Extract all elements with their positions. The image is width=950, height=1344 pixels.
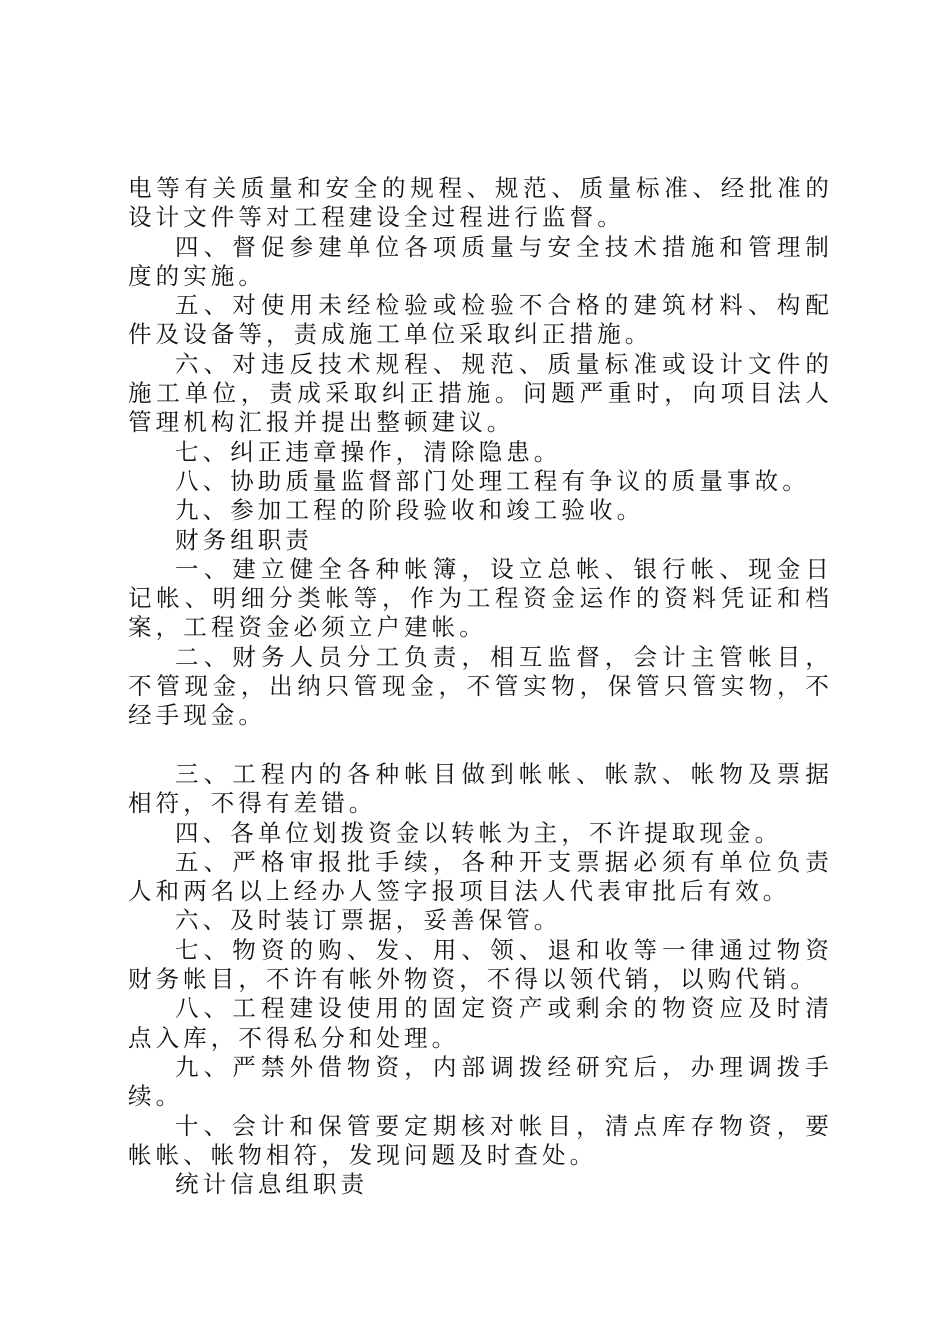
paragraph-item-9: 九、参加工程的阶段验收和竣工验收。 [175,496,645,525]
section-heading-statistics: 统计信息组职责 [175,1170,369,1199]
finance-item-7: 七、物资的购、发、用、领、退和收等一律通过物资财务帐目，不许有帐外物资，不得以领代销，以购代销。 [128,935,833,994]
paragraph-continued: 电等有关质量和安全的规程、规范、质量标准、经批准的设计文件等对工程建设全过程进行监督。 [128,174,833,232]
finance-item-2: 二、财务人员分工负责，相互监督，会计主管帐目，不管现金，出纳只管现金，不管实物，保管只管实物，不经手现金。 [128,642,833,730]
finance-item-8: 八、工程建设使用的固定资产或剩余的物资应及时清点入库，不得私分和处理。 [128,994,833,1052]
section-heading-finance: 财务组职责 [175,525,313,554]
document-body [128,174,833,1199]
finance-item-1: 一、建立健全各种帐簿，设立总帐、银行帐、现金日记帐、明细分类帐等，作为工程资金运作的资料凭证和档案，工程资金必须立户建帐。 [128,554,833,642]
paragraph-item-7: 七、纠正违章操作，清除隐患。 [175,437,562,466]
finance-item-4: 四、各单位划拨资金以转帐为主，不许提取现金。 [175,818,783,847]
finance-item-6: 六、及时装订票据，妥善保管。 [175,906,562,935]
finance-item-5: 五、严格审报批手续，各种开支票据必须有单位负责人和两名以上经办人签字报项目法人代表审批后有效。 [128,847,833,906]
finance-item-3: 三、工程内的各种帐目做到帐帐、帐款、帐物及票据相符，不得有差错。 [128,759,833,818]
finance-item-10: 十、会计和保管要定期核对帐目，清点库存物资，要帐帐、帐物相符，发现问题及时查处。 [128,1111,833,1169]
paragraph-item-8: 八、协助质量监督部门处理工程有争议的质量事故。 [175,466,810,495]
finance-item-9: 九、严禁外借物资，内部调拨经研究后，办理调拨手续。 [128,1052,833,1111]
paragraph-item-5: 五、对使用未经检验或检验不合格的建筑材料、构配件及设备等，责成施工单位采取纠正措施。 [128,291,833,349]
paragraph-item-6: 六、对违反技术规程、规范、质量标准或设计文件的施工单位，责成采取纠正措施。问题严重时，向项目法人管理机构汇报并提出整顿建议。 [128,349,833,437]
blank-line [128,731,833,760]
paragraph-item-4: 四、督促参建单位各项质量与安全技术措施和管理制度的实施。 [128,232,833,290]
